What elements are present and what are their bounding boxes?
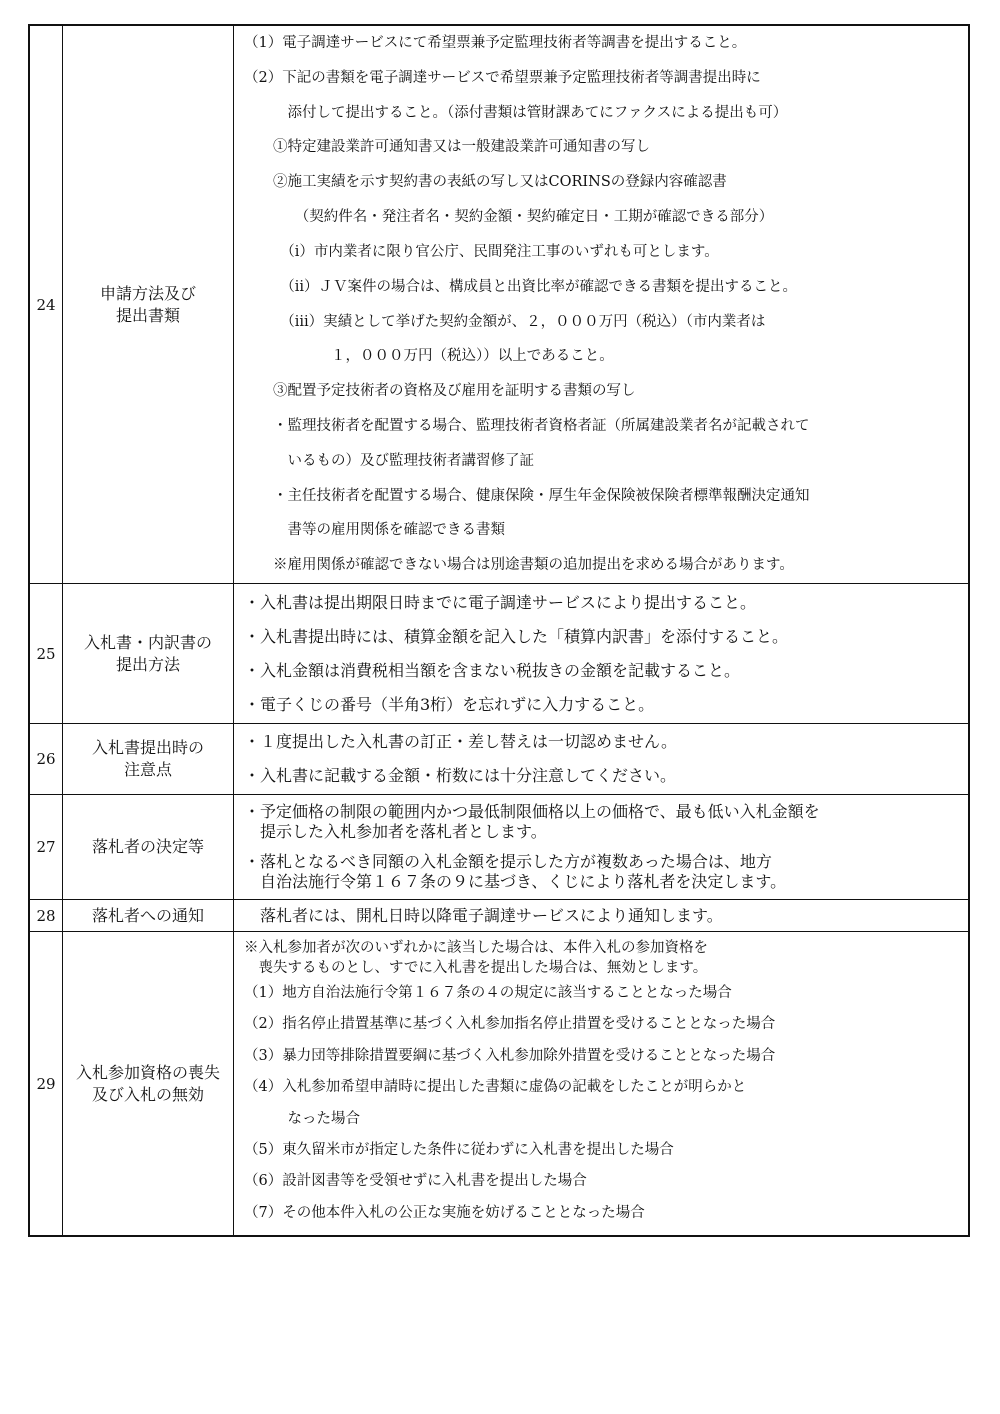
row-content [234, 795, 968, 899]
row-title: 落札者への通知 [63, 900, 234, 931]
row-title: 入札書提出時の 注意点 [63, 724, 234, 794]
content-line: ※入札参加者が次のいずれかに該当した場合は、本件入札の参加資格を [244, 939, 708, 956]
row-number: 24 [30, 26, 63, 583]
content-line: ②施工実績を示す契約書の表紙の写し又はCORINSの登録内容確認書 [244, 174, 727, 191]
content-line: ・予定価格の制限の範囲内かつ最低制限価格以上の価格で、最も低い入札金額を [244, 802, 820, 821]
table-row-25 [30, 583, 968, 723]
row-title: 入札参加資格の喪失 及び入札の無効 [63, 932, 234, 1235]
content-line: 喪失するものとし、すでに入札書を提出した場合は、無効とします。 [244, 959, 708, 976]
content-line: ・電子くじの番号（半角3桁）を忘れずに入力すること。 [244, 694, 655, 714]
content-line: ・入札書は提出期限日時までに電子調達サービスにより提出すること。 [244, 592, 757, 612]
content-line: なった場合 [244, 1110, 360, 1127]
content-line: ・監理技術者を配置する場合、監理技術者資格者証（所属建設業者名が記載されて [244, 417, 810, 434]
content-line: （ⅰ）市内業者に限り官公庁、民間発注工事のいずれも可とします。 [244, 243, 719, 260]
row-title: 落札者の決定等 [63, 795, 234, 899]
content-line: （ⅲ）実績として挙げた契約金額が、２，０００万円（税込）（市内業者は [244, 313, 766, 330]
content-line: ③配置予定技術者の資格及び雇用を証明する書類の写し [244, 383, 636, 400]
paragraph-gap [244, 842, 960, 852]
content-line: ・入札書に記載する金額・桁数には十分注意してください。 [244, 766, 677, 785]
content-line: 提示した入札参加者を落札者とします。 [244, 822, 547, 841]
table-row-27 [30, 794, 968, 899]
row-title: 申請方法及び 提出書類 [63, 26, 234, 583]
content-line: いるもの）及び監理技術者講習修了証 [244, 452, 534, 469]
row-content [234, 932, 968, 1235]
content-line: ・主任技術者を配置する場合、健康保険・厚生年金保険被保険者標準報酬決定通知 [244, 487, 810, 504]
content-line: （1）電子調達サービスにて希望票兼予定監理技術者等調書を提出すること。 [244, 35, 747, 51]
table-row-29 [30, 931, 968, 1235]
content-line: （2）指名停止措置基準に基づく入札参加指名停止措置を受けることとなった場合 [244, 1016, 776, 1033]
row-number: 27 [30, 795, 63, 899]
content-line: ※雇用関係が確認できない場合は別途書類の追加提出を求める場合があります。 [244, 557, 794, 574]
content-line: （2）下記の書類を電子調達サービスで希望票兼予定監理技術者等調書提出時に [244, 69, 761, 86]
row-number: 28 [30, 900, 63, 931]
content-line: １，０００万円（税込））以上であること。 [244, 348, 614, 365]
conditions-table [28, 24, 970, 1237]
content-line: （契約件名・発注者名・契約金額・契約確定日・工期が確認できる部分） [244, 209, 774, 226]
content-line: 書等の雇用関係を確認できる書類 [244, 522, 505, 539]
row-number: 29 [30, 932, 63, 1235]
table-row-28 [30, 899, 968, 931]
content-line: ・１度提出した入札書の訂正・差し替えは一切認めません。 [244, 732, 677, 751]
content-line: ・入札書提出時には、積算金額を記入した「積算内訳書」を添付すること。 [244, 626, 789, 646]
content-line: （1）地方自治法施行令第１６７条の４の規定に該当することとなった場合 [244, 984, 732, 1001]
content-line: 落札者には、開札日時以降電子調達サービスにより通知します。 [244, 905, 723, 925]
content-line: ・入札金額は消費税相当額を含まない税抜きの金額を記載すること。 [244, 660, 741, 680]
content-line: 自治法施行令第１６７条の９に基づき、くじにより落札者を決定します。 [244, 872, 787, 891]
row-number: 25 [30, 584, 63, 723]
content-line: 添付して提出すること。（添付書類は管財課あてにファクスによる提出も可） [244, 104, 788, 121]
content-line: （4）入札参加希望申請時に提出した書類に虚偽の記載をしたことが明らかと [244, 1079, 747, 1096]
content-line: （7）その他本件入札の公正な実施を妨げることとなった場合 [244, 1204, 645, 1221]
content-line: ・落札となるべき同額の入札金額を提示した方が複数あった場合は、地方 [244, 852, 772, 871]
row-number: 26 [30, 724, 63, 794]
row-title: 入札書・内訳書の 提出方法 [63, 584, 234, 723]
content-line: （3）暴力団等排除措置要綱に基づく入札参加除外措置を受けることとなった場合 [244, 1047, 776, 1064]
row-content [234, 26, 968, 583]
content-line: （ⅱ）ＪＶ案件の場合は、構成員と出資比率が確認できる書類を提出すること。 [244, 278, 798, 295]
table-row-24 [30, 26, 968, 583]
row-content [234, 584, 968, 723]
content-line: （5）東久留米市が指定した条件に従わずに入札書を提出した場合 [244, 1141, 674, 1158]
content-line: ①特定建設業許可通知書又は一般建設業許可通知書の写し [244, 139, 650, 156]
row-content [234, 724, 968, 794]
content-line: （6）設計図書等を受領せずに入札書を提出した場合 [244, 1173, 587, 1190]
table-row-26 [30, 723, 968, 794]
row-content [234, 900, 968, 931]
